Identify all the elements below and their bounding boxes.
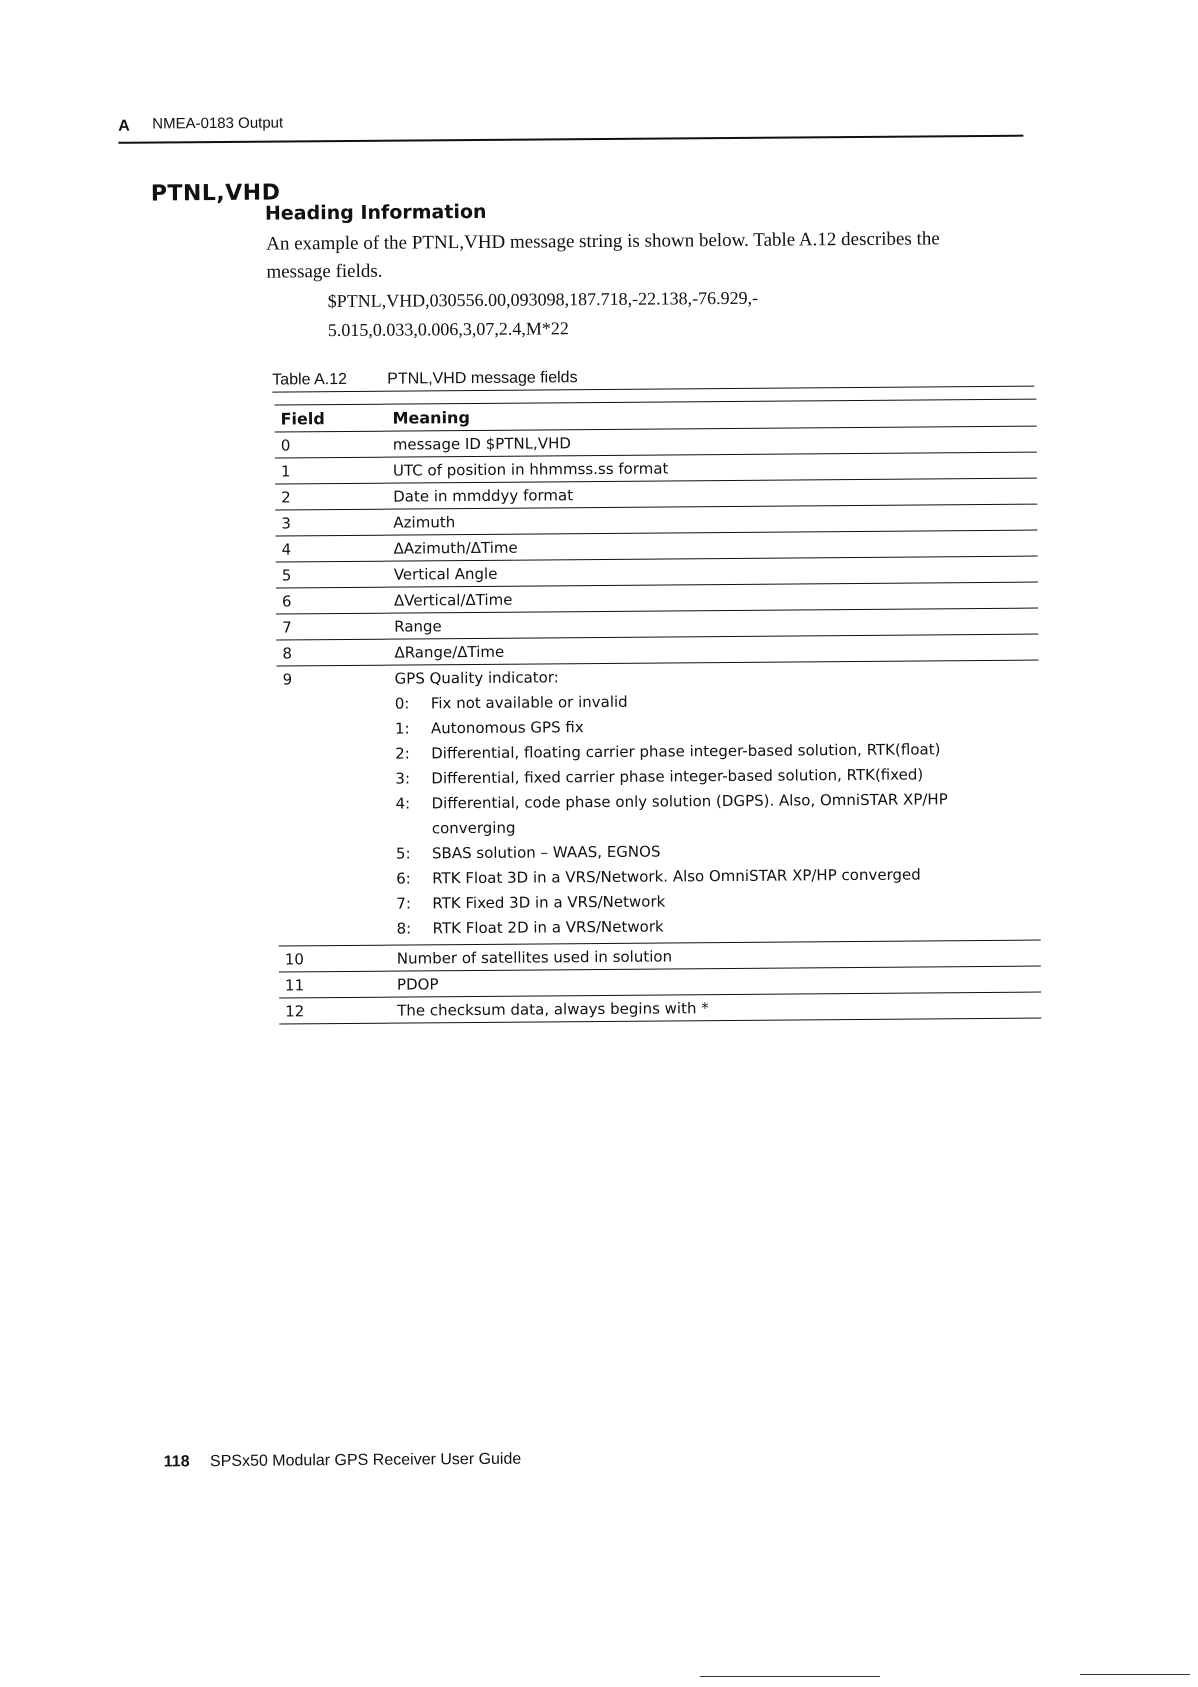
message-fields-table — [274, 399, 1041, 1025]
field-cell: 8 — [276, 639, 388, 666]
field-cell: 4 — [275, 535, 387, 562]
meaning-cell: The checksum data, always begins with * — [391, 992, 1041, 1023]
quality-code: 4: — [395, 794, 411, 813]
page-number: 118 — [163, 1453, 190, 1471]
quality-code: 6: — [396, 869, 411, 888]
example-line: $PTNL,VHD,030556.00,093098,187.718,-22.138,-76.929,- — [327, 287, 759, 312]
field-cell: 9 — [277, 665, 391, 946]
table-caption-text: PTNL,VHD message fields — [387, 369, 578, 388]
quality-code: 5: — [395, 844, 411, 863]
appendix-title: NMEA-0183 Output — [152, 114, 284, 133]
quality-item — [395, 787, 1033, 842]
quality-description: RTK Fixed 3D in a VRS/Network — [432, 892, 666, 913]
quality-description: Differential, code phase only solution (DGPS). Also, OmniSTAR XP/HP converging — [431, 790, 948, 838]
example-line: 5.015,0.033,0.006,3,07,2.4,M*22 — [327, 318, 569, 341]
table-body — [275, 426, 1039, 666]
field-cell: 2 — [275, 483, 387, 510]
quality-item — [396, 912, 1034, 942]
quality-description: RTK Float 3D in a VRS/Network. Also OmniSTAR XP/HP converged — [432, 865, 921, 888]
example-message — [328, 282, 928, 345]
meaning-cell: ΔVertical/ΔTime — [388, 582, 1038, 613]
meaning-cell: Azimuth — [387, 504, 1037, 535]
field-cell: 6 — [276, 587, 388, 614]
appendix-letter: A — [118, 117, 130, 135]
meaning-cell: message ID $PTNL,VHD — [387, 426, 1037, 457]
meaning-cell: Number of satellites used in solution — [391, 940, 1041, 971]
quality-code: 1: — [394, 719, 410, 738]
meaning-cell: Range — [388, 608, 1038, 639]
meaning-cell: Date in mmddyy format — [387, 478, 1037, 509]
quality-description: SBAS solution – WAAS, EGNOS — [431, 842, 661, 863]
quality-code: 7: — [396, 894, 412, 913]
quality-heading: GPS Quality indicator: — [394, 668, 559, 688]
quality-list — [395, 687, 1035, 942]
table-caption — [272, 364, 1034, 393]
field-cell: 5 — [276, 561, 388, 588]
quality-description: RTK Float 2D in a VRS/Network — [432, 917, 664, 938]
meaning-cell: Vertical Angle — [388, 556, 1038, 587]
meaning-cell: PDOP — [391, 966, 1041, 997]
table-row — [277, 660, 1041, 946]
quality-row-group — [277, 660, 1041, 946]
meaning-cell: ΔRange/ΔTime — [388, 634, 1038, 665]
meaning-cell: ΔAzimuth/ΔTime — [387, 530, 1037, 561]
field-cell: 10 — [279, 945, 391, 972]
running-footer — [164, 1451, 522, 1472]
running-header — [118, 105, 1023, 144]
meaning-cell: UTC of position in hhmmss.ss format — [387, 452, 1037, 483]
scan-edge-line — [1080, 1674, 1190, 1675]
meaning-cell — [389, 660, 1041, 945]
quality-code: 3: — [395, 769, 411, 788]
field-cell: 12 — [279, 997, 391, 1024]
quality-code: 0: — [394, 694, 410, 713]
book-title: SPSx50 Modular GPS Receiver User Guide — [209, 1450, 522, 1471]
section-title: PTNL,VHD — [150, 180, 281, 207]
table-row — [279, 992, 1041, 1024]
intro-paragraph — [266, 225, 1036, 287]
quality-description: Differential, floating carrier phase integer-based solution, RTK(float) — [431, 740, 941, 763]
section-subtitle: Heading Information — [264, 200, 487, 225]
column-header-meaning: Meaning — [386, 399, 1036, 431]
quality-code: 8: — [396, 919, 412, 938]
table-body — [279, 940, 1042, 1024]
quality-description: Differential, fixed carrier phase integer-based solution, RTK(fixed) — [431, 765, 924, 788]
quality-code: 2: — [395, 744, 410, 763]
field-cell: 11 — [279, 971, 391, 998]
quality-description: Autonomous GPS fix — [430, 718, 584, 738]
field-cell: 7 — [276, 613, 388, 640]
intro-line: An example of the PTNL,VHD message string is shown below. Table A.12 describes the — [266, 228, 940, 255]
column-header-field: Field — [274, 404, 386, 432]
field-cell: 1 — [275, 457, 387, 484]
field-cell: 3 — [275, 509, 387, 536]
intro-line: message fields. — [266, 260, 383, 283]
scan-edge-line — [700, 1676, 880, 1677]
table-caption-number: Table A.12 — [272, 370, 348, 389]
quality-description: Fix not available or invalid — [430, 692, 628, 713]
field-cell: 0 — [275, 431, 387, 458]
